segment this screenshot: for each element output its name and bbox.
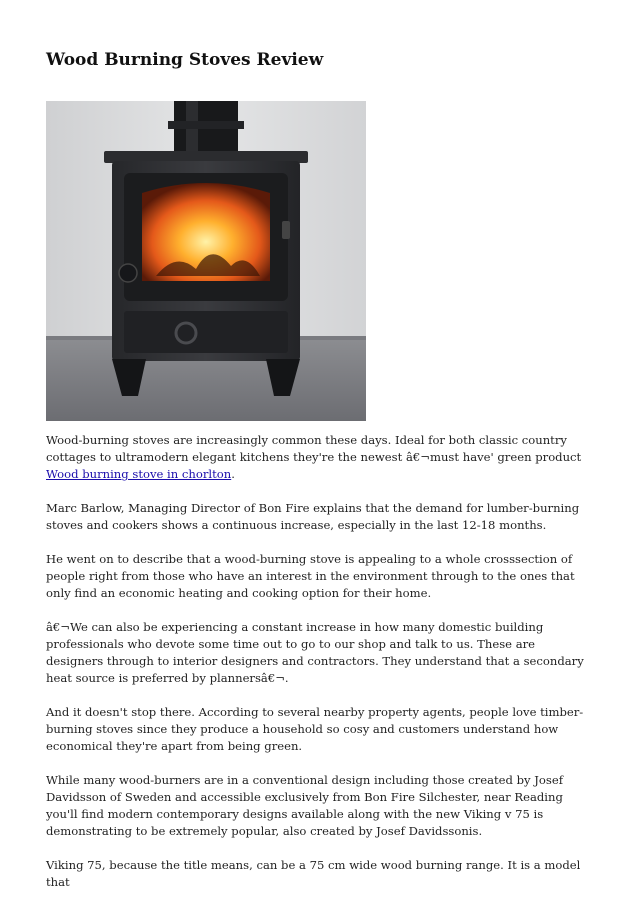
paragraph-1: Wood-burning stoves are increasingly common these days. Ideal for both classic country cottages to ultramodern elegant kitchens they're the newest â€¬must have' green product Wood burning stove in chorlton. bbox=[46, 433, 582, 481]
paragraph-4: â€¬We can also be experiencing a constant increase in how many domestic building professionals who devote some time out to go to our shop and talk to us. These are designers through to interior designers and contractors. They understand that a secondary heat source is preferred by plannersâ€¬. bbox=[46, 620, 584, 685]
paragraph-5: And it doesn't stop there. According to several nearby property agents, people love timber-burning stoves since they produce a household so cosy and customers understand how economical they're apart from being green. bbox=[46, 705, 584, 753]
paragraph-2: Marc Barlow, Managing Director of Bon Fire explains that the demand for lumber-burning stoves and cookers shows a continuous increase, especially in the last 12-18 months. bbox=[46, 501, 580, 532]
article-body bbox=[46, 432, 594, 908]
stove-link[interactable]: Wood burning stove in chorlton bbox=[46, 467, 232, 481]
stove-photo bbox=[46, 101, 366, 421]
paragraph-6: While many wood-burners are in a conventional design including those created by Josef Davidsson of Sweden and accessible exclusively from Bon Fire Silchester, near Reading you'll find modern contemporary designs available along with the new Viking v 75 is demonstrating to be extremely popular, also created by Josef Davidssonis. bbox=[46, 773, 563, 838]
paragraph-3: He went on to describe that a wood-burning stove is appealing to a whole crosssection of people right from those who have an interest in the environment through to the ones that only find an economic heating and cooking option for their home. bbox=[46, 552, 575, 600]
page-title: Wood Burning Stoves Review bbox=[46, 50, 324, 70]
paragraph-7: Viking 75, because the title means, can be a 75 cm wide wood burning range. It is a model that bbox=[46, 858, 581, 889]
